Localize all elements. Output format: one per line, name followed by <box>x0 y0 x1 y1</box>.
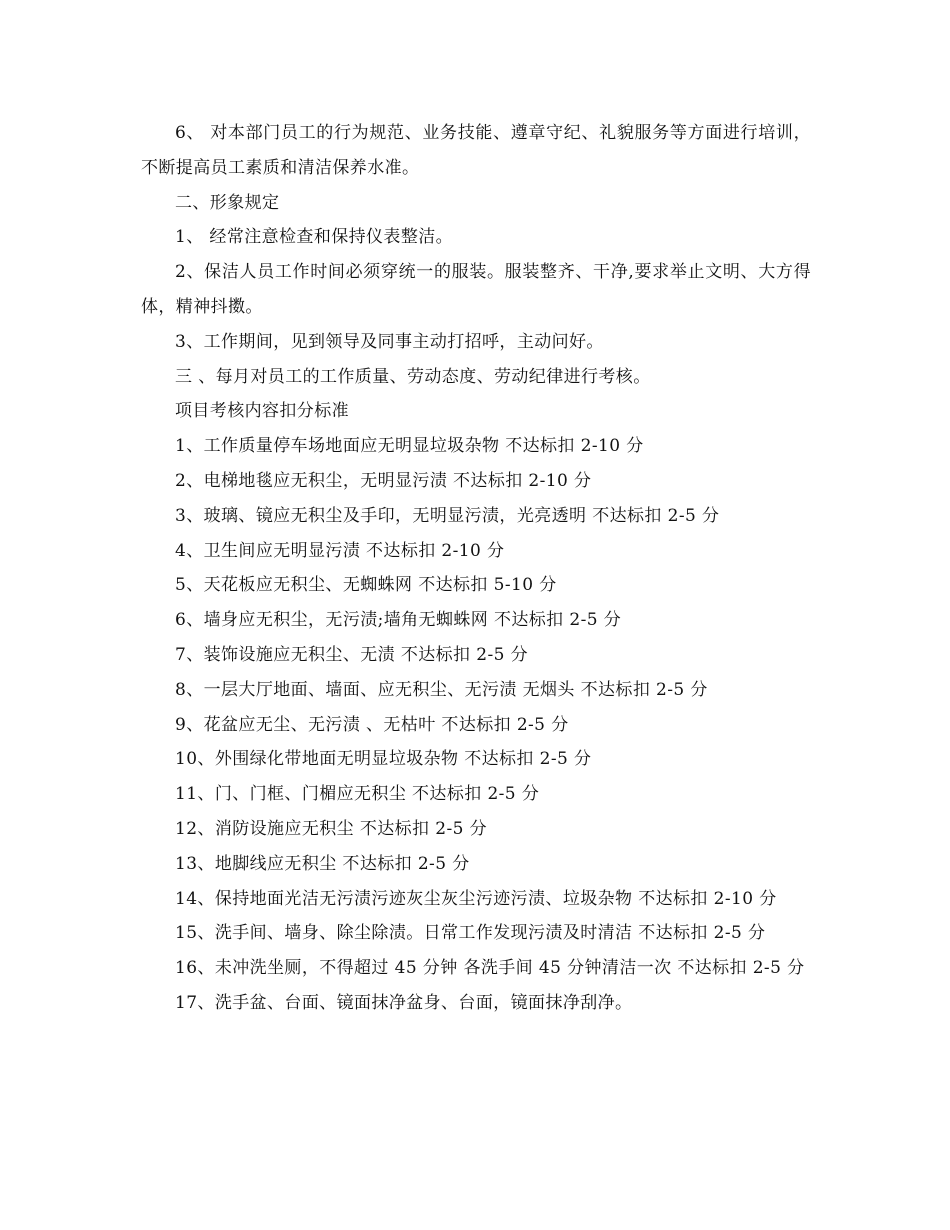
list-item: 11、门、门框、门楣应无积尘 不达标扣 2-5 分 <box>175 784 540 805</box>
list-item: 3、玻璃、镜应无积尘及手印，无明显污渍，光亮透明 不达标扣 2-5 分 <box>175 505 720 526</box>
list-item: 8、一层大厅地面、墙面、应无积尘、无污渍 无烟头 不达标扣 2-5 分 <box>175 679 708 700</box>
list-item: 5、天花板应无积尘、无蜘蛛网 不达标扣 5-10 分 <box>175 575 557 596</box>
list-item: 1、工作质量停车场地面应无明显垃圾杂物 不达标扣 2-10 分 <box>175 436 644 457</box>
list-item: 10、外围绿化带地面无明显垃圾杂物 不达标扣 2-5 分 <box>175 749 592 770</box>
list-item: 17、洗手盆、台面、镜面抹净盆身、台面，镜面抹净刮净。 <box>175 992 633 1013</box>
section-heading-assessment: 三 、每月对员工的工作质量、劳动态度、劳动纪律进行考核。 <box>175 366 651 387</box>
list-item: 2、电梯地毯应无积尘，无明显污渍 不达标扣 2-10 分 <box>175 470 592 491</box>
list-item: 15、洗手间、墙身、除尘除渍。日常工作发现污渍及时清洁 不达标扣 2-5 分 <box>175 923 766 944</box>
paragraph-training: 6、 对本部门员工的行为规范、业务技能、遵章守纪、礼貌服务等方面进行培训，不断提高员工素质和清洁保养水准。 <box>141 123 811 178</box>
paragraph-greeting: 3、工作期间，见到领导及同事主动打招呼，主动问好。 <box>175 331 604 352</box>
list-item: 9、花盆应无尘、无污渍 、无枯叶 不达标扣 2-5 分 <box>175 714 569 735</box>
section-heading-image-rules: 二、形象规定 <box>175 192 280 213</box>
paragraph-uniform: 2、保洁人员工作时间必须穿统一的服装。服装整齐、干净,要求举止文明、大方得体，精神抖擞。 <box>141 262 811 317</box>
paragraph-appearance: 1、 经常注意检查和保持仪表整洁。 <box>175 227 454 248</box>
list-item: 12、消防设施应无积尘 不达标扣 2-5 分 <box>175 818 488 839</box>
document-body <box>141 116 811 1021</box>
list-item: 6、墙身应无积尘，无污渍;墙角无蜘蛛网 不达标扣 2-5 分 <box>175 610 622 631</box>
list-item: 4、卫生间应无明显污渍 不达标扣 2-10 分 <box>175 540 505 561</box>
list-item: 13、地脚线应无积尘 不达标扣 2-5 分 <box>175 853 470 874</box>
assessment-table-header: 项目考核内容扣分标准 <box>175 401 349 422</box>
list-item: 16、未冲洗坐厕，不得超过 45 分钟 各洗手间 45 分钟清洁一次 不达标扣 2-5 分 <box>175 958 805 979</box>
list-item: 14、保持地面光洁无污渍污迹灰尘灰尘污迹污渍、垃圾杂物 不达标扣 2-10 分 <box>175 888 777 909</box>
list-item: 7、装饰设施应无积尘、无渍 不达标扣 2-5 分 <box>175 644 529 665</box>
